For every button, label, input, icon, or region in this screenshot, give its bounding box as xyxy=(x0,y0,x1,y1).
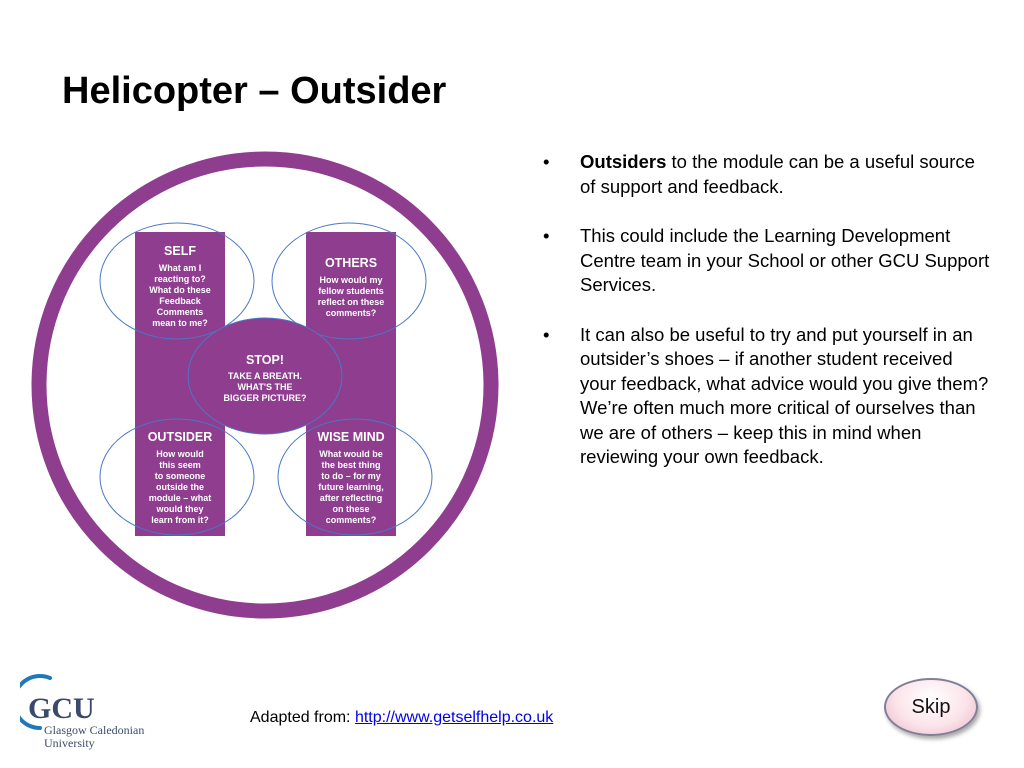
diagram-text-line: outside the xyxy=(155,482,205,492)
gcu-logo-line2: University xyxy=(44,736,95,750)
skip-button[interactable] xyxy=(884,678,978,736)
diagram-text-line: WHAT'S THE xyxy=(237,382,293,392)
diagram-text-line: after reflecting xyxy=(319,493,383,503)
others-text xyxy=(318,275,385,318)
bullet-item xyxy=(543,150,993,199)
helicopter-diagram xyxy=(30,150,500,620)
bullet-bold: Outsiders xyxy=(580,151,667,172)
diagram-text-line: to someone xyxy=(154,471,206,481)
diagram-text-line: How would xyxy=(156,449,204,459)
gcu-logo-mark: GCU xyxy=(28,692,95,725)
diagram-text-line: reacting to? xyxy=(154,274,206,284)
diagram-text-line: Comments xyxy=(156,307,204,317)
diagram-text-line: to do – for my xyxy=(321,471,381,481)
stop-heading: STOP! xyxy=(246,353,284,367)
diagram-text-line: module – what xyxy=(148,493,212,503)
bullet-text: to the module can be a useful source of support and feedback. xyxy=(580,151,975,197)
bullet-text: This could include the Learning Development Centre team in your School or other GCU Support Services. xyxy=(580,225,990,295)
attribution xyxy=(250,709,553,727)
self-heading: SELF xyxy=(164,244,196,258)
diagram-text-line: TAKE A BREATH. xyxy=(228,371,302,381)
diagram-text-line: learn from it? xyxy=(151,515,209,525)
diagram-text-line: What am I xyxy=(158,263,202,273)
slide-title: Helicopter – Outsider xyxy=(62,70,447,112)
diagram-text-line: BIGGER PICTURE? xyxy=(223,393,307,403)
diagram-text-line: How would my xyxy=(319,275,383,285)
others-heading: OTHERS xyxy=(324,256,378,270)
helicopter-graphic xyxy=(30,150,500,620)
skip-button-label: Skip xyxy=(911,695,951,718)
bullet-text: It can also be useful to try and put yourself in an outsider’s shoes – if another student received your feedback, what advice would you give them? We’re often much more critical of ourselves than we are of others – keep this in mind when reviewing your own feedback. xyxy=(580,323,989,467)
diagram-text-line: this seem xyxy=(159,460,201,470)
diagram-text-line: mean to me? xyxy=(152,318,208,328)
outsider-heading: OUTSIDER xyxy=(147,430,213,444)
bullet-dot: • xyxy=(543,151,550,172)
bullet-item xyxy=(543,224,993,298)
diagram-text-line: What do these xyxy=(149,285,211,295)
bullet-dot: • xyxy=(543,225,550,246)
diagram-text-line: comments? xyxy=(325,515,377,525)
bullet-dot: • xyxy=(543,323,550,345)
diagram-text-line: future learning, xyxy=(318,482,384,492)
bullet-item xyxy=(543,323,993,470)
bullet-list xyxy=(543,150,993,495)
wise-mind-heading: WISE MIND xyxy=(317,430,385,444)
diagram-text-line: Feedback xyxy=(159,296,201,306)
diagram-text-line: What would be xyxy=(319,449,383,459)
attribution-prefix: Adapted from: xyxy=(250,709,355,726)
gcu-logo xyxy=(20,668,180,758)
diagram-text-line: on these xyxy=(332,504,370,514)
diagram-text-line: would they xyxy=(156,504,204,514)
diagram-text-line: the best thing xyxy=(321,460,381,470)
source-link[interactable]: http://www.getselfhelp.co.uk xyxy=(354,709,554,726)
gcu-logo-graphic xyxy=(20,668,180,758)
diagram-text-line: comments? xyxy=(325,308,377,318)
diagram-text-line: reflect on these xyxy=(317,297,385,307)
gcu-logo-line1: Glasgow Caledonian xyxy=(44,723,145,737)
diagram-text-line: fellow students xyxy=(318,286,384,296)
